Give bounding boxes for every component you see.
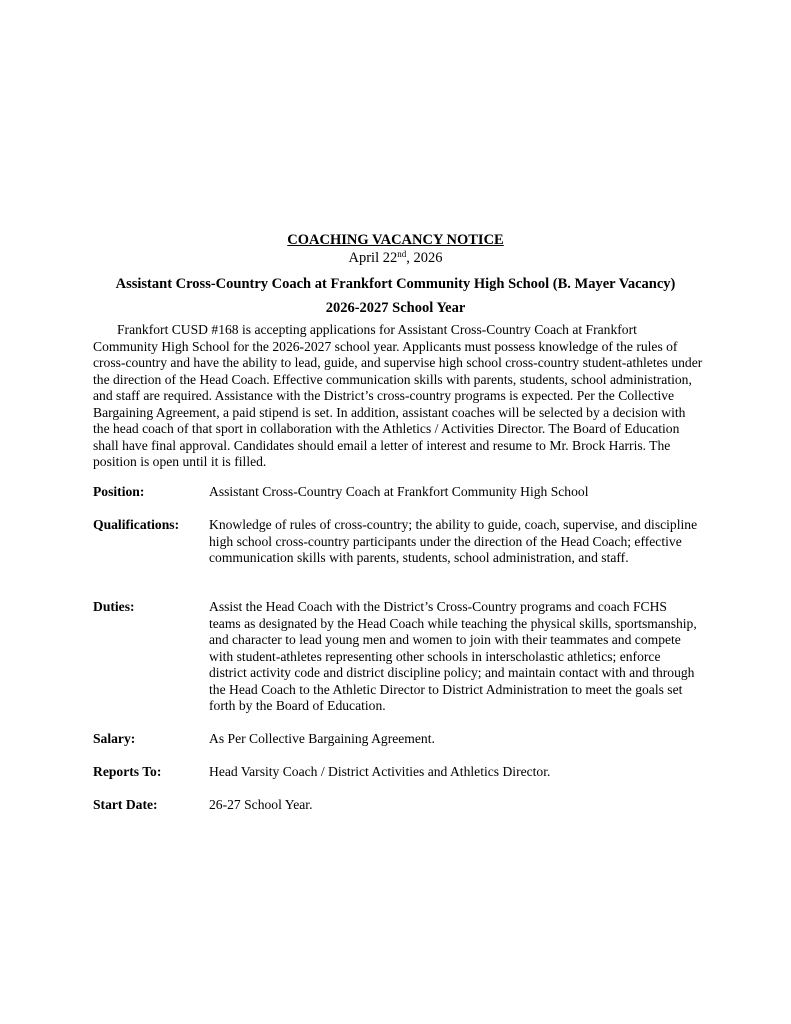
salary-label: Salary: xyxy=(93,731,136,746)
notice-title: COACHING VACANCY NOTICE xyxy=(287,232,504,248)
duties-value: Assist the Head Coach with the District’s Cross-Country programs and coach FCHS teams as designated by the Head Coach while teaching the physical skills, sportsmanship, and character to lead young men and women to join with their teammates and compete with student-athletes representing other schools in interscholastic athletics; enforce district activity code and district discipline policy; and maintain contact with and through the Head Coach to the Athletic Director to District Administration to meet the goals set forth by the Board of Education. xyxy=(209,599,697,713)
notice-date xyxy=(0,250,791,267)
date-ordinal-suffix: nd xyxy=(397,249,407,259)
qualifications-value: Knowledge of rules of cross-country; the ability to guide, coach, supervise, and discipline high school cross-country participants under the direction of the Head Coach; effective communication skills with parents, students, school administration, and staff. xyxy=(209,517,698,565)
salary-value: As Per Collective Bargaining Agreement. xyxy=(209,731,435,746)
reports-to-label: Reports To: xyxy=(93,764,162,779)
date-month-day: April 22 xyxy=(348,250,398,266)
position-heading: Assistant Cross-Country Coach at Frankfort Community High School (B. Mayer Vacancy) xyxy=(115,276,676,292)
school-year-heading: 2026-2027 School Year xyxy=(325,300,466,316)
position-label: Position: xyxy=(93,484,145,499)
position-value: Assistant Cross-Country Coach at Frankfort Community High School xyxy=(209,484,589,499)
intro-paragraph: Frankfort CUSD #168 is accepting applications for Assistant Cross-Country Coach at Frankfort Community High School for the 2026-2027 school year. Applicants must possess knowledge of the rules of cross-country and have the ability to lead, guide, and supervise high school cross-country student-athletes under the direction of the Head Coach. Effective communication skills with parents, students, school administration, and staff are required. Assistance with the District’s cross-country programs is expected. Per the Collective Bargaining Agreement, a paid stipend is set. In addition, assistant coaches will be selected by a decision with the head coach of that sport in collaboration with the Athletics / Activities Director. The Board of Education shall have final approval. Candidates should email a letter of interest and resume to Mr. Brock Harris. The position is open until it is filled. xyxy=(93,322,703,469)
qualifications-label: Qualifications: xyxy=(93,517,180,532)
duties-label: Duties: xyxy=(93,599,135,614)
start-date-label: Start Date: xyxy=(93,797,158,812)
date-year: , 2026 xyxy=(406,250,443,266)
start-date-value: 26-27 School Year. xyxy=(209,797,313,812)
reports-to-value: Head Varsity Coach / District Activities and Athletics Director. xyxy=(209,764,551,779)
